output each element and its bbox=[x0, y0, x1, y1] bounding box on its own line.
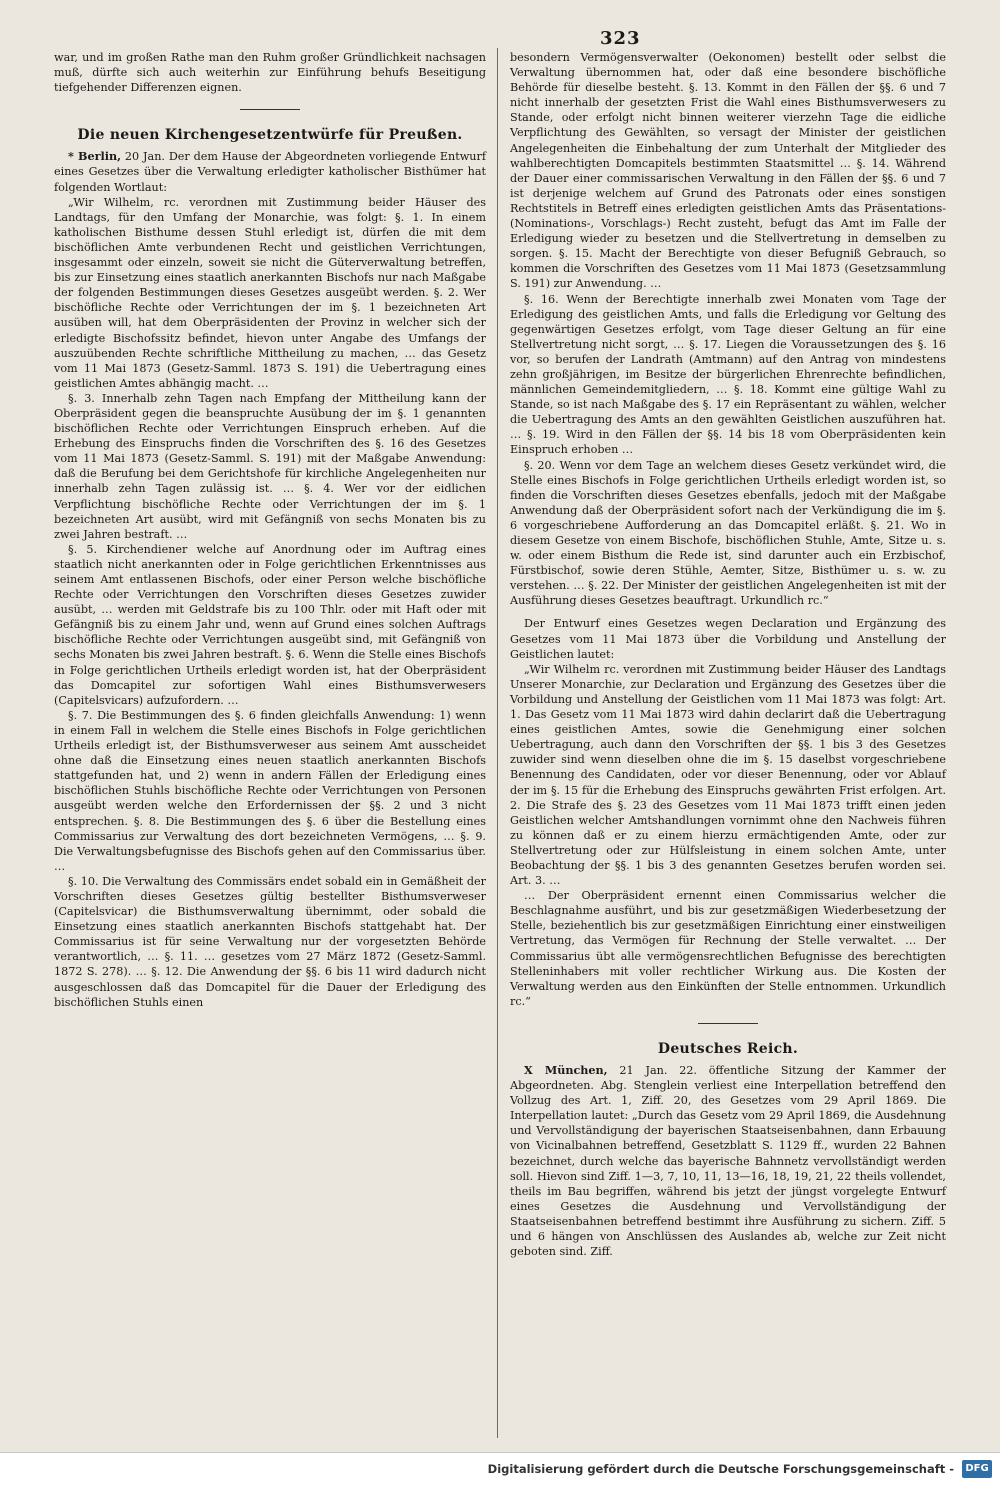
section-title-kirchengesetze: Die neuen Kirchengesetzentwürfe für Preußen. bbox=[77, 127, 463, 144]
section-title-deutsches-reich: Deutsches Reich. bbox=[657, 1040, 799, 1057]
body-paragraph: §. 3. Innerhalb zehn Tagen nach Empfang der Mittheilung kann der Oberpräsident gegen die beanspruchte Ausübung der im §. 1 genannten bischöflichen Rechte oder Verrichtungen Einspruch erheben. Auf die Erhebung des Einspruchs finden die Vorschriften des §. 16 des Gesetzes vom 11 Mai 1873 (Gesetz-Samml. S. 191) mit der Maßgabe Anwendung: daß die Berufung bei dem Gerichtshofe für kirchliche Angelegenheiten nur innerhalb zehn Tagen zulässig ist. … §. 4. Wer vor der eidlichen Verpflichtung bischöfliche Rechte oder Verrichtungen der im §. 1 bezeichneten Art ausübt, wird mit Gefängniß von sechs Monaten bis zu zwei Jahren bestraft. … bbox=[54, 391, 486, 541]
body-paragraph: §. 20. Wenn vor dem Tage an welchem dieses Gesetz verkündet wird, die Stelle eines Bischofs in Folge gerichtlichen Urtheils erledigt worden ist, so finden die Vorschriften dieses Gesetzes ebenfalls, jedoch mit der Maßgabe Anwendung daß der Oberpräsident sofort nach der Verkündigung die im §. 6 vorgeschriebene Aufforderung an das Domcapitel erläßt. §. 21. Wo in diesem Gesetze von einem Bischofe, bischöflichen Stuhle, Amte, Sitze u. s. w. oder einem Bisthum die Rede ist, sind darunter auch ein Erzbischof, Fürstbischof, sowie deren Stühle, Aemter, Sitze, Bisthümer u. s. w. zu verstehen. … §. 22. Der Minister der geistlichen Angelegenheiten ist mit der Ausführung dieses Gesetzes beauftragt. Urkundlich rc.“ bbox=[510, 458, 946, 608]
article-lead bbox=[54, 149, 486, 194]
dateline-muenchen: X München, bbox=[524, 1063, 608, 1077]
left-column bbox=[54, 50, 486, 1010]
body-paragraph: Der Entwurf eines Gesetzes wegen Declaration und Ergänzung des Gesetzes vom 11 Mai 1873 über die Vorbildung und Anstellung der Geistlichen lautet: bbox=[510, 617, 946, 661]
body-paragraph: „Wir Wilhelm, rc. verordnen mit Zustimmung beider Häuser des Landtags, für den Umfang der Monarchie, was folgt: §. 1. In einem katholischen Bisthume dessen Stuhl erledigt ist, dürfen die mit dem bischöflichen Amte verbundenen Recht und geistlichen Verrichtungen, insgesammt oder einzeln, soweit sie nicht die Güterverwaltung betreffen, bis zur Einsetzung eines staatlich anerkannten Bischofs nur nach Maßgabe der folgenden Bestimmungen dieses Gesetzes ausgeübt werden. §. 2. Wer bischöfliche Rechte oder Verrichtungen der im §. 1 bezeichneten Art ausüben will, hat dem Oberpräsidenten der Provinz in welcher sich der erledigte Bischofssitz befindet, hievon unter Angabe des Umfangs der auszuübenden Rechte schriftliche Mittheilung zu machen, … das Gesetz vom 11 Mai 1873 (Gesetz-Samml. 1873 S. 191) die Uebertragung eines geistlichen Amtes abhängig macht. … bbox=[54, 195, 486, 390]
body-paragraph: … Der Oberpräsident ernennt einen Commissarius welcher die Beschlagnahme ausführt, und bis zur gesetzmäßigen Wiederbesetzung der Stelle, beziehentlich bis zur gesetzmäßigen Einrichtung einer einstweiligen Vertretung, das Vermögen für Rechnung der Stelle verwaltet. … Der Commissarius übt alle vermögensrechtlichen Befugnisse des berechtigten Stelleninhabers mit voller rechtlicher Wirkung aus. Die Kosten der Verwaltung werden aus den Einkünften der Stelle entnommen. Urkundlich rc.“ bbox=[510, 889, 946, 1008]
dateline-text: 20 Jan. Der dem Hause der Abgeordneten vorliegende Entwurf eines Gesetzes über die Verwaltung erledigter katholischer Bisthümer hat folgenden Wortlaut: bbox=[54, 150, 486, 194]
body-paragraph: §. 16. Wenn der Berechtigte innerhalb zwei Monaten vom Tage der Erledigung des geistlichen Amts, und falls die Erledigung vor Geltung des gegenwärtigen Gesetzes erfolgt, vom Tage dieser Geltung an für eine Stellvertretung nicht sorgt, … §. 17. Liegen die Voraussetzungen des §. 16 vor, so berufen der Landrath (Amtmann) auf den Antrag von mindestens zehn großjährigen, im Besitze der bürgerlichen Ehrenrechte befindlichen, männlichen Gemeindemitgliedern, … §. 18. Kommt eine gültige Wahl zu Stande, so ist nach Maßgabe des §. 17 ein Repräsentant zu wählen, welcher die Uebertragung des Amts an den gewählten Geistlichen auszuführen hat. … §. 19. Wird in den Fällen der §§. 14 bis 18 vom Oberpräsidenten kein Einspruch erhoben … bbox=[510, 292, 946, 457]
intro-paragraph: war, und im großen Rathe man den Ruhm großer Gründlichkeit nachsagen muß, dürfte sich auch weiterhin zur Einführung behufs Beseitigung tiefgehender Differenzen eignen. bbox=[54, 51, 486, 95]
body-paragraph: §. 10. Die Verwaltung des Commissärs endet sobald ein in Gemäßheit der Vorschriften dieses Gesetzes gültig bestellter Bisthumsverweser (Capitelsvicar) die Bisthumsverwaltung übernimmt, oder sobald die Einsetzung eines staatlich anerkannten Bischofs stattgehabt hat. Der Commissarius ist für seine Verwaltung nur der vorgesetzten Behörde verantwortlich, … §. 11. … gesetzes vom 27 März 1872 (Gesetz-Samml. 1872 S. 278). … §. 12. Die Anwendung der §§. 6 bis 11 wird dadurch nicht ausgeschlossen daß das Domcapitel für die Dauer der Erledigung des bischöflichen Stuhls einen bbox=[54, 874, 486, 1009]
body-paragraph: §. 5. Kirchendiener welche auf Anordnung oder im Auftrag eines staatlich nicht anerkannten oder in Folge gerichtlichen Erkenntnisses aus seinem Amt entlassenen Bischofs, oder einer Person welche bischöfliche Rechte oder Verrichtungen den Vorschriften dieses Gesetzes zuwider ausübt, … werden mit Geldstrafe bis zu 100 Thlr. oder mit Haft oder mit Gefängniß bis zu einem Jahr und, wenn auf Grund eines solchen Auftrags bischöfliche Rechte oder Verrichtungen ausgeübt sind, mit Gefängniß von sechs Monaten bis zwei Jahren bestraft. §. 6. Wenn die Stelle eines Bischofs in Folge gerichtlichen Urtheils erledigt worden ist, hat der Oberpräsident das Domcapitel zur sofortigen Wahl eines Bisthumsverwesers (Capitelsvicars) aufzufordern. … bbox=[54, 542, 486, 707]
digitization-footer bbox=[0, 1452, 1000, 1487]
body-paragraph: „Wir Wilhelm rc. verordnen mit Zustimmung beider Häuser des Landtags Unserer Monarchie, zur Declaration und Ergänzung des Gesetzes über die Vorbildung und Anstellung der Geistlichen vom 11 Mai 1873 was folgt: Art. 1. Das Gesetz vom 11 Mai 1873 wird dahin declarirt daß die Uebertragung eines geistlichen Amtes, sowie die Genehmigung einer solchen Uebertragung, auch dann den Vorschriften der §§. 1 bis 3 des Gesetzes zuwider sind wenn dieselben ohne die im §. 15 daselbst vorgeschriebene Benennung des Candidaten, oder vor dieser Benennung, oder vor Ablauf der im §. 15 für die Erhebung des Einspruchs gewährten Frist erfolgen. Art. 2. Die Strafe des §. 23 des Gesetzes vom 11 Mai 1873 trifft einen jeden Geistlichen welcher Amtshandlungen vornimmt ohne den Nachweis führen zu können daß er zu einem hierzu ermächtigenden Amte, oder zur Stellvertretung oder zur Hülfsleistung in einem solchen Amte, unter Beobachtung der §§. 1 bis 3 des genannten Gesetzes berufen worden sei. Art. 3. … bbox=[510, 662, 946, 888]
separator-rule bbox=[240, 109, 300, 110]
separator-rule bbox=[698, 1023, 758, 1024]
dfg-logo[interactable]: DFG bbox=[962, 1460, 992, 1478]
dateline-berlin: * Berlin, bbox=[68, 149, 122, 164]
body-paragraph: §. 7. Die Bestimmungen des §. 6 finden gleichfalls Anwendung: 1) wenn in einem Fall in welchem die Stelle eines Bischofs in Folge gerichtlichen Urtheils erledigt ist, der Bisthumsverweser aus seinem Amt ausscheidet ohne daß die Einsetzung eines neuen staatlich anerkannten Bischofs stattgefunden hat, und 2) wenn in andern Fällen der Erledigung eines bischöflichen Stuhls bischöfliche Rechte oder Verrichtungen von Personen ausgeübt werden welche den Erfordernissen der §§. 2 und 3 nicht entsprechen. §. 8. Die Bestimmungen des §. 6 über die Bestellung eines Commissarius zur Verwaltung des dort bezeichneten Vermögens, … §. 9. Die Verwaltungsbefugnisse des Bischofs gehen auf den Commissarius über. … bbox=[54, 708, 486, 873]
column-divider bbox=[497, 48, 498, 1438]
body-paragraph: besondern Vermögensverwalter (Oekonomen) bestellt oder selbst die Verwaltung übernommen hat, oder daß eine besondere bischöfliche Behörde für dieselbe besteht. §. 13. Kommt in den Fällen der §§. 6 und 7 nicht innerhalb der gesetzten Frist die Wahl eines Bisthumsverwesers zu Stande, oder erfolgt nicht binnen weiterer vierzehn Tage die eidliche Verpflichtung des Gewählten, so versagt der Minister der geistlichen Angelegenheiten die Einbehaltung der zum Unterhalt der Mitglieder des wahlberechtigten Domcapitels bestimmten Staatsmittel … §. 14. Während der Dauer einer commissarischen Verwaltung in den Fällen der §§. 6 und 7 ist derjenige welchem auf Grund des Patronats oder eines sonstigen Rechtstitels in Betreff eines erledigten geistlichen Amts das Präsentations- (Nominations-, Vorschlags-) Recht zusteht, befugt das Amt im Falle der Erledigung wieder zu besetzen und die Stellvertretung in demselben zu sorgen. §. 15. Macht der Berechtigte von dieser Befugniß Gebrauch, so kommen die Vorschriften des Gesetzes vom 11 Mai 1873 (Gesetzsammlung S. 191) zur Anwendung. … bbox=[510, 51, 946, 291]
funding-notice: Digitalisierung gefördert durch die Deutsche Forschungsgemeinschaft - bbox=[487, 1462, 954, 1476]
article-lead bbox=[510, 1063, 946, 1259]
spacer bbox=[510, 608, 946, 616]
right-column bbox=[510, 50, 946, 1259]
page-number: 323 bbox=[600, 28, 641, 49]
dateline-text: 21 Jan. 22. öffentliche Sitzung der Kammer der Abgeordneten. Abg. Stenglein verliest eine Interpellation betreffend den Vollzug des Art. 1, Ziff. 20, des Gesetzes vom 29 April 1869. Die Interpellation lautet: „Durch das Gesetz vom 29 April 1869, die Ausdehnung und Vervollständigung der bayerischen Staatseisenbahnen, dann Erbauung von Vicinalbahnen betreffend, Gesetzblatt S. 1129 ff., wurden 22 Bahnen bezeichnet, durch welche das bayerische Bahnnetz vervollständigt werden soll. Hievon sind Ziff. 1—3, 7, 10, 11, 13—16, 18, 19, 21, 22 theils vollendet, theils im Bau begriffen, während bis jetzt der jüngst vorgelegte Entwurf eines Gesetzes die Ausdehnung und Vervollständigung der Staatseisenbahnen betreffend bestimmt ihre Ausführung zu sichern. Ziff. 5 und 6 hängen von Anschlüssen des Auslandes ab, welche zur Zeit nicht geboten sind. Ziff. bbox=[510, 1064, 947, 1259]
